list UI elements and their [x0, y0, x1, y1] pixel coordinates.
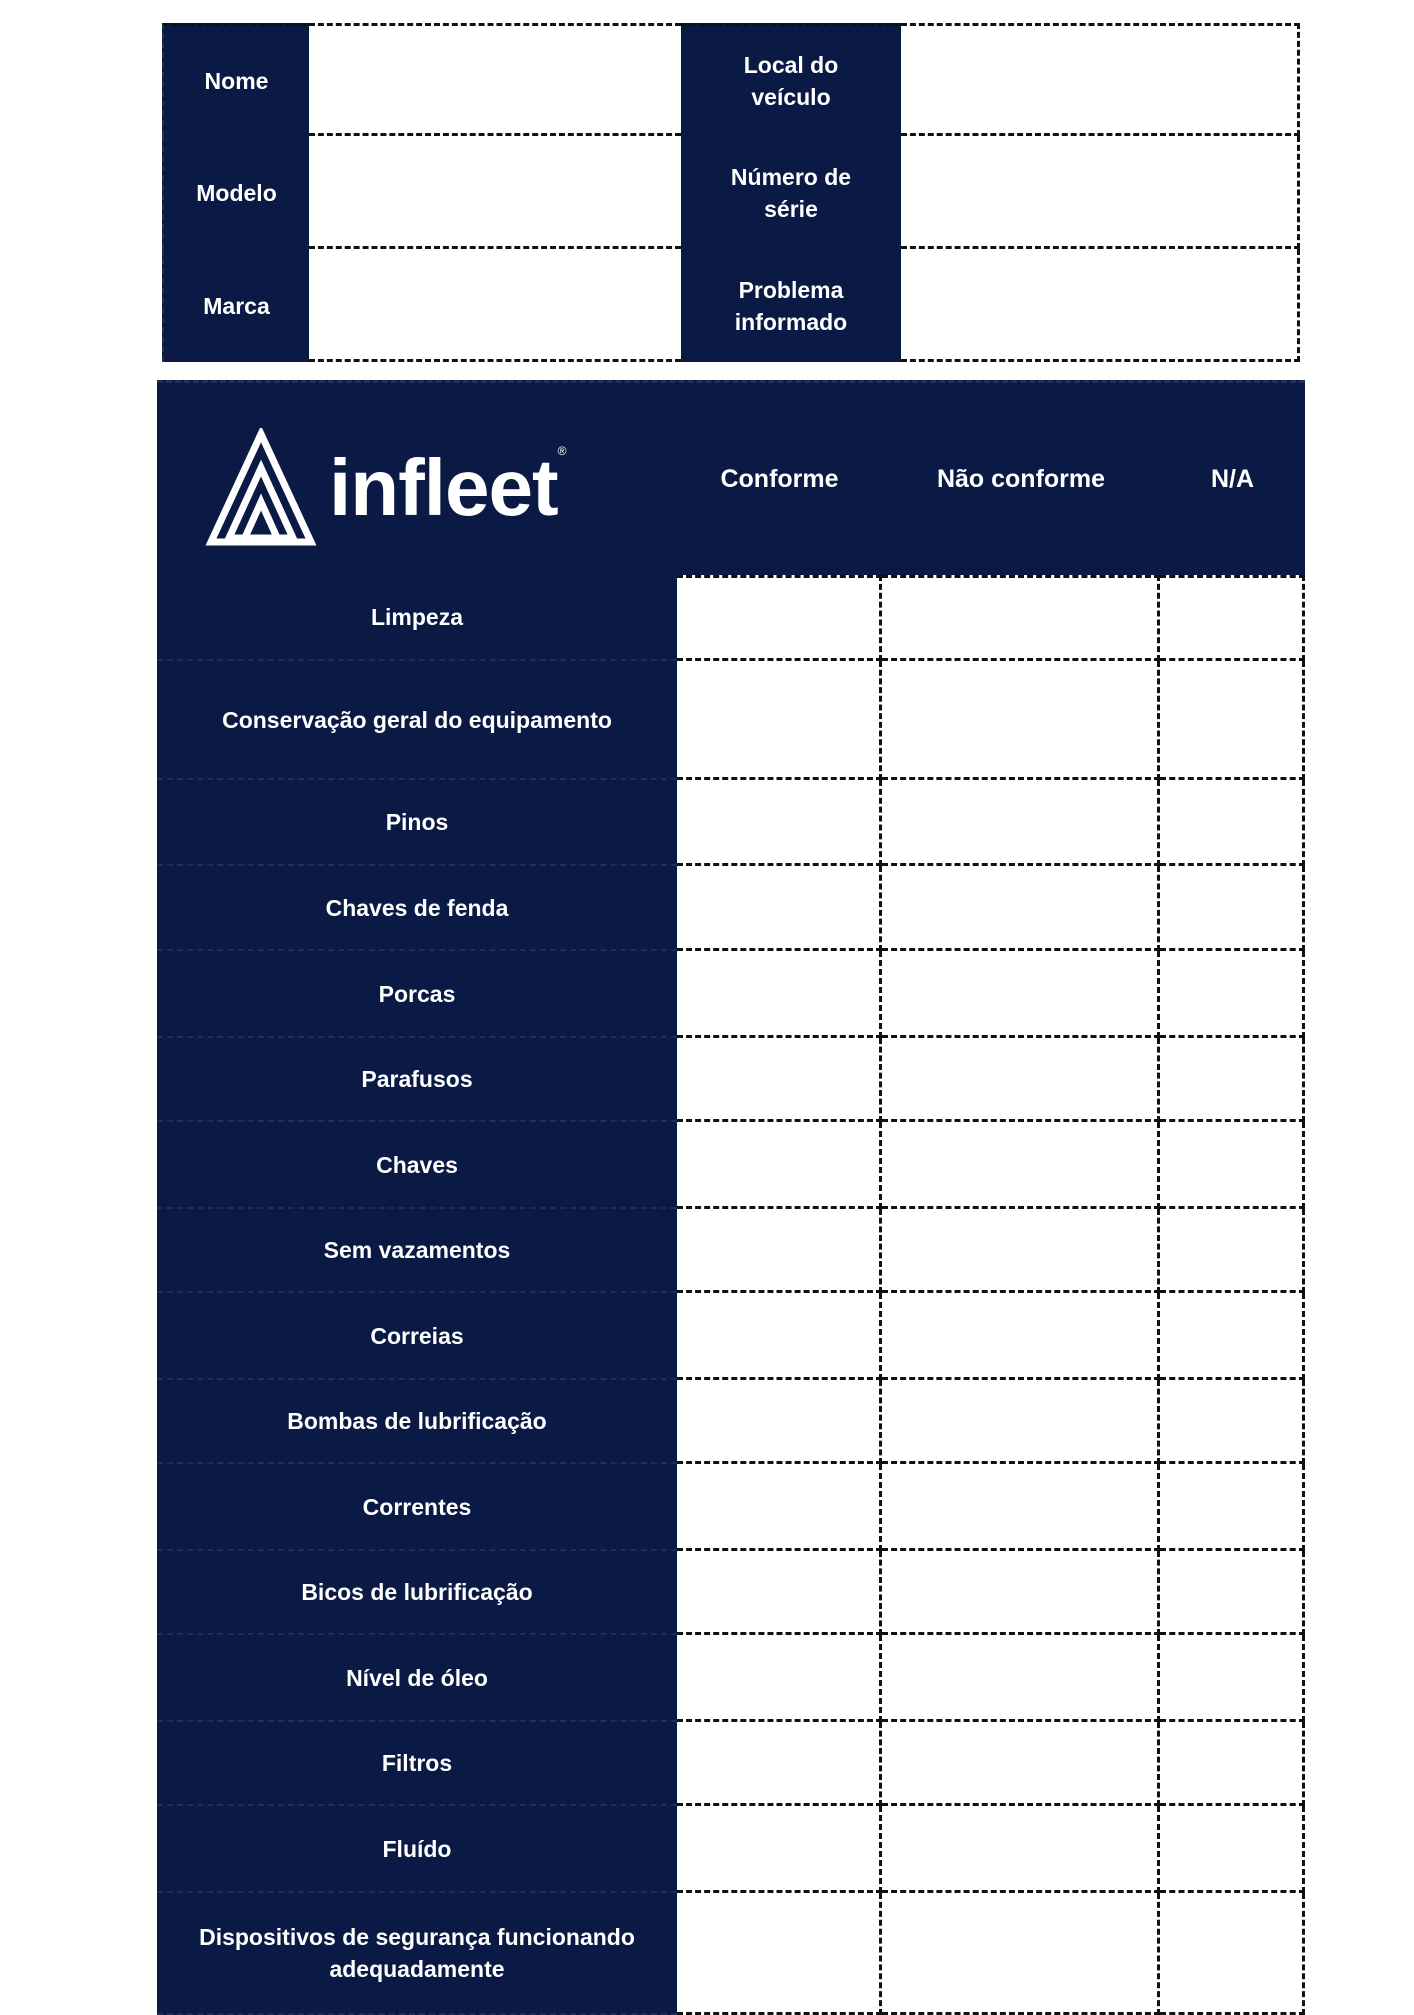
- field-input[interactable]: [309, 136, 681, 249]
- checkbox-cell-nao-conforme[interactable]: [882, 866, 1160, 951]
- field-label: Marca: [162, 249, 309, 362]
- checkbox-cell-conforme[interactable]: [677, 575, 882, 661]
- checkbox-cell-nao-conforme[interactable]: [882, 1122, 1160, 1209]
- checklist-item-label: Correias: [157, 1293, 677, 1380]
- field-label: Problema informado: [681, 249, 901, 362]
- checklist-item-label: Nível de óleo: [157, 1635, 677, 1722]
- checkbox-cell-conforme[interactable]: [677, 1551, 882, 1635]
- checklist-item-label: Sem vazamentos: [157, 1209, 677, 1293]
- checkbox-cell-na[interactable]: [1160, 1209, 1305, 1293]
- checkbox-cell-na[interactable]: [1160, 1380, 1305, 1464]
- checkbox-cell-conforme[interactable]: [677, 1380, 882, 1464]
- field-input[interactable]: [309, 249, 681, 362]
- field-label: Número de série: [681, 136, 901, 249]
- checklist-item-label: Porcas: [157, 951, 677, 1038]
- checkbox-cell-conforme[interactable]: [677, 1122, 882, 1209]
- checklist-item-label: Chaves: [157, 1122, 677, 1209]
- checkbox-cell-nao-conforme[interactable]: [882, 661, 1160, 780]
- field-input[interactable]: [901, 249, 1300, 362]
- checkbox-cell-na[interactable]: [1160, 661, 1305, 780]
- triangle-logo-icon: [205, 428, 317, 548]
- checkbox-cell-conforme[interactable]: [677, 1293, 882, 1380]
- checkbox-cell-conforme[interactable]: [677, 951, 882, 1038]
- checkbox-cell-na[interactable]: [1160, 1893, 1305, 2015]
- checkbox-cell-na[interactable]: [1160, 1722, 1305, 1806]
- checklist-item-label: Conservação geral do equipamento: [157, 661, 677, 780]
- checkbox-cell-na[interactable]: [1160, 1551, 1305, 1635]
- checkbox-cell-na[interactable]: [1160, 1464, 1305, 1551]
- checkbox-cell-na[interactable]: [1160, 1293, 1305, 1380]
- checkbox-cell-nao-conforme[interactable]: [882, 1209, 1160, 1293]
- brand-logo: infleet ®: [205, 428, 595, 548]
- column-header: N/A: [1160, 383, 1305, 575]
- checklist-item-label: Filtros: [157, 1722, 677, 1806]
- field-input[interactable]: [901, 23, 1300, 136]
- checkbox-cell-na[interactable]: [1160, 951, 1305, 1038]
- field-label: Local do veículo: [681, 23, 901, 136]
- field-input[interactable]: [309, 23, 681, 136]
- checkbox-cell-nao-conforme[interactable]: [882, 1722, 1160, 1806]
- checkbox-cell-conforme[interactable]: [677, 1464, 882, 1551]
- checkbox-cell-conforme[interactable]: [677, 1038, 882, 1122]
- checkbox-cell-na[interactable]: [1160, 1122, 1305, 1209]
- checkbox-cell-nao-conforme[interactable]: [882, 1038, 1160, 1122]
- checklist-item-label: Bicos de lubrificação: [157, 1551, 677, 1635]
- checkbox-cell-nao-conforme[interactable]: [882, 951, 1160, 1038]
- checklist-item-label: Limpeza: [157, 575, 677, 661]
- checkbox-cell-na[interactable]: [1160, 575, 1305, 661]
- checkbox-cell-conforme[interactable]: [677, 1209, 882, 1293]
- checklist-item-label: Pinos: [157, 780, 677, 866]
- checkbox-cell-conforme[interactable]: [677, 1722, 882, 1806]
- checkbox-cell-nao-conforme[interactable]: [882, 1893, 1160, 2015]
- checkbox-cell-conforme[interactable]: [677, 866, 882, 951]
- checkbox-cell-nao-conforme[interactable]: [882, 1551, 1160, 1635]
- checkbox-cell-conforme[interactable]: [677, 661, 882, 780]
- checkbox-cell-na[interactable]: [1160, 1635, 1305, 1722]
- checkbox-cell-conforme[interactable]: [677, 780, 882, 866]
- checkbox-cell-nao-conforme[interactable]: [882, 1464, 1160, 1551]
- checkbox-cell-nao-conforme[interactable]: [882, 780, 1160, 866]
- checkbox-cell-conforme[interactable]: [677, 1635, 882, 1722]
- checklist-item-label: Dispositivos de segurança funcionando adequadamente: [157, 1893, 677, 2015]
- column-header: Não conforme: [882, 383, 1160, 575]
- checklist-item-label: Parafusos: [157, 1038, 677, 1122]
- brand-name: infleet: [329, 443, 558, 532]
- checkbox-cell-conforme[interactable]: [677, 1893, 882, 2015]
- field-input[interactable]: [901, 136, 1300, 249]
- checkbox-cell-na[interactable]: [1160, 1038, 1305, 1122]
- column-header: Conforme: [677, 383, 882, 575]
- checklist-item-label: Correntes: [157, 1464, 677, 1551]
- field-label: Nome: [162, 23, 309, 136]
- checkbox-cell-nao-conforme[interactable]: [882, 1806, 1160, 1893]
- checkbox-cell-na[interactable]: [1160, 866, 1305, 951]
- field-label: Modelo: [162, 136, 309, 249]
- checkbox-cell-conforme[interactable]: [677, 1806, 882, 1893]
- checkbox-cell-nao-conforme[interactable]: [882, 1635, 1160, 1722]
- checklist-item-label: Chaves de fenda: [157, 866, 677, 951]
- checkbox-cell-nao-conforme[interactable]: [882, 1380, 1160, 1464]
- checklist-item-label: Bombas de lubrificação: [157, 1380, 677, 1464]
- checkbox-cell-nao-conforme[interactable]: [882, 575, 1160, 661]
- checkbox-cell-na[interactable]: [1160, 1806, 1305, 1893]
- checklist-item-label: Fluído: [157, 1806, 677, 1893]
- checkbox-cell-nao-conforme[interactable]: [882, 1293, 1160, 1380]
- checkbox-cell-na[interactable]: [1160, 780, 1305, 866]
